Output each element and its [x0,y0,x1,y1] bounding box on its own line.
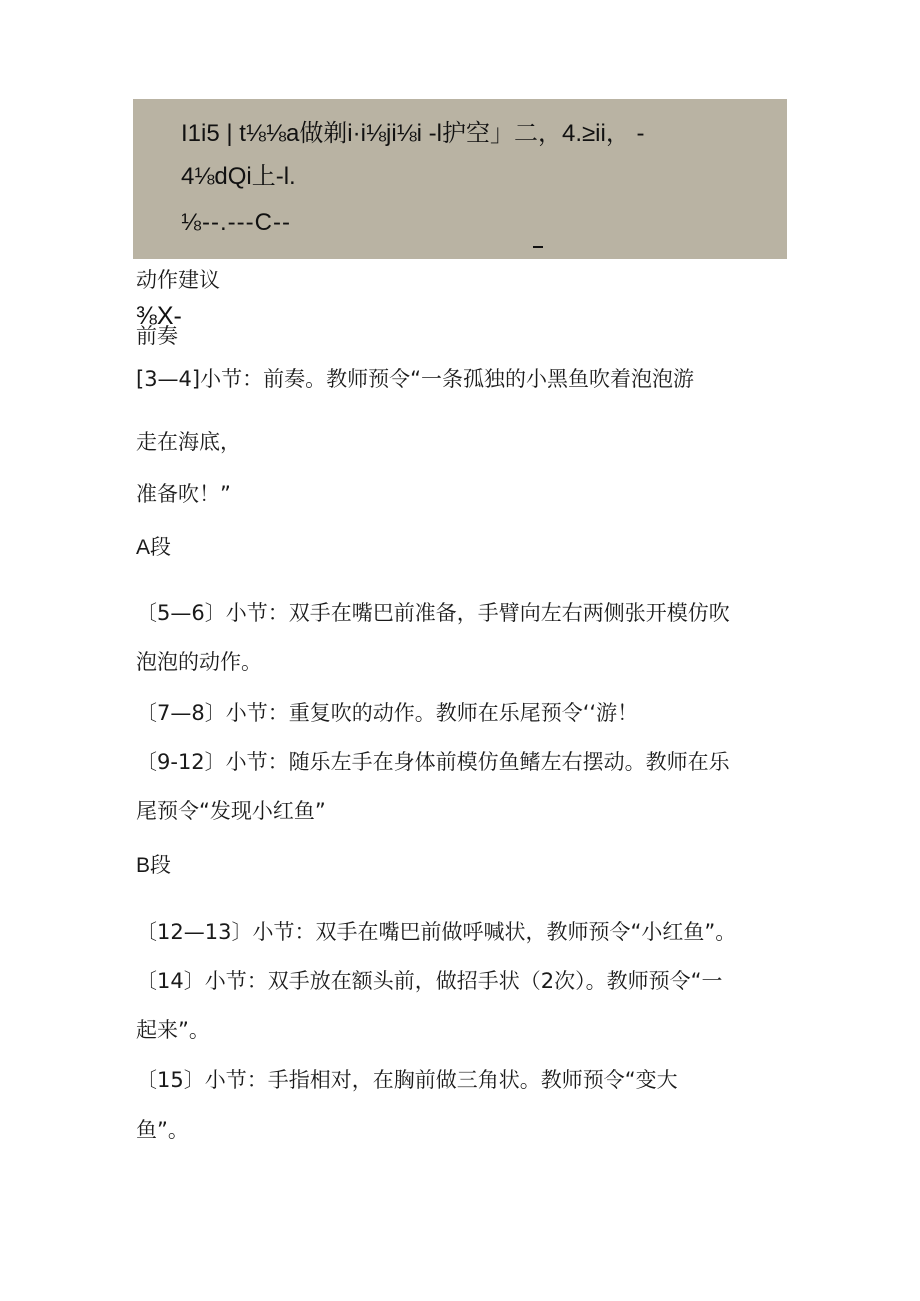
music-score-excerpt [133,99,787,259]
section-b-item-3-line-1: 〔15〕小节：手指相对，在胸前做三角状。教师预令“变大 [136,1068,678,1092]
section-b-item-1: 〔12—13〕小节：双手在嘴巴前做呼喊状，教师预令“小红鱼”。 [136,920,737,944]
section-a-item-3-line-2: 尾预令“发现小红鱼” [136,799,326,823]
glitch-overlay-text: ⅜X- [136,302,182,330]
section-a-item-1-line-2: 泡泡的动作。 [136,650,262,674]
section-b-item-3-line-2: 鱼”。 [136,1118,189,1142]
prelude-line-2: 走在海底， [136,430,241,454]
heading-prelude: 前奏 [136,324,178,348]
score-line-1: I1i5 | t⅛⅛a做剃i·i⅛ji⅛i -l护空」二，4.≥ii， - [181,120,645,147]
score-line-2: 4⅛dQi上-l. [181,163,296,190]
prelude-line-1: [3—4]小节：前奏。教师预令“一条孤独的小黑鱼吹着泡泡游 [136,367,694,391]
section-a-heading: A段 [136,536,172,559]
section-a-item-2: 〔7—8〕小节：重复吹的动作。教师在乐尾预令‘‘游！ [136,701,639,725]
section-b-item-2-line-2: 起来”。 [136,1018,210,1042]
section-b-heading: B段 [136,854,172,877]
section-a-item-1-line-1: 〔5—6〕小节：双手在嘴巴前准备，手臂向左右两侧张开模仿吹 [136,601,730,625]
score-line-3: ⅛--.---C-- [181,209,291,236]
score-underscore-mark [533,246,543,248]
section-b-item-2-line-1: 〔14〕小节：双手放在额头前，做招手状（2次）。教师预令“一 [136,969,723,993]
prelude-line-3: 准备吹！” [136,482,231,506]
heading-action-suggestions: 动作建议 [136,268,220,292]
section-a-item-3-line-1: 〔9-12〕小节：随乐左手在身体前模仿鱼鳍左右摆动。教师在乐 [136,750,730,774]
